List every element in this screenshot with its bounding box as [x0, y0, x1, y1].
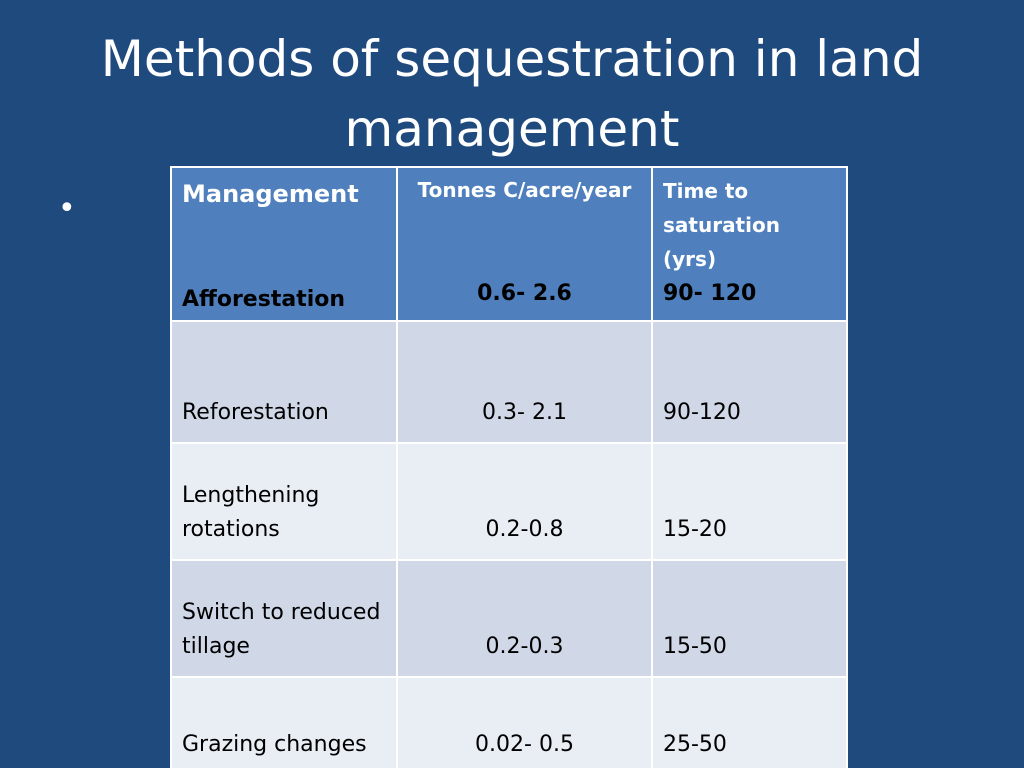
table-row [171, 560, 847, 677]
header-management: Management [182, 180, 359, 208]
cell-saturation: 25-50 [652, 677, 847, 768]
cell-tonnes: 0.2-0.3 [397, 560, 652, 677]
cell-management: Reforestation [171, 321, 397, 443]
cell-saturation: 90-120 [652, 321, 847, 443]
cell-management: Grazing changes [171, 677, 397, 768]
cell-tonnes: 0.2-0.8 [397, 443, 652, 560]
cell-tonnes: 0.02- 0.5 [397, 677, 652, 768]
cell-saturation: 15-20 [652, 443, 847, 560]
header-cell-saturation [652, 167, 847, 321]
cell-tonnes: 0.3- 2.1 [397, 321, 652, 443]
cell-tonnes: 0.6- 2.6 [477, 281, 572, 306]
table-row [171, 677, 847, 768]
cell-management: Switch to reduced tillage [171, 560, 397, 677]
header-cell-management [171, 167, 397, 321]
table-row [171, 321, 847, 443]
table-row [171, 443, 847, 560]
slide-title: Methods of sequestration in land management [100, 30, 924, 158]
bullet-point: • [58, 191, 76, 226]
cell-saturation: 15-50 [652, 560, 847, 677]
cell-management: Lengthening rotations [171, 443, 397, 560]
header-saturation: Time to saturation (yrs) [663, 179, 780, 271]
sequestration-table [170, 166, 848, 768]
cell-management: Afforestation [182, 287, 346, 312]
cell-saturation: 90- 120 [663, 281, 757, 306]
header-tonnes: Tonnes C/acre/year [417, 178, 632, 202]
table-header-row [171, 167, 847, 321]
header-cell-tonnes [397, 167, 652, 321]
